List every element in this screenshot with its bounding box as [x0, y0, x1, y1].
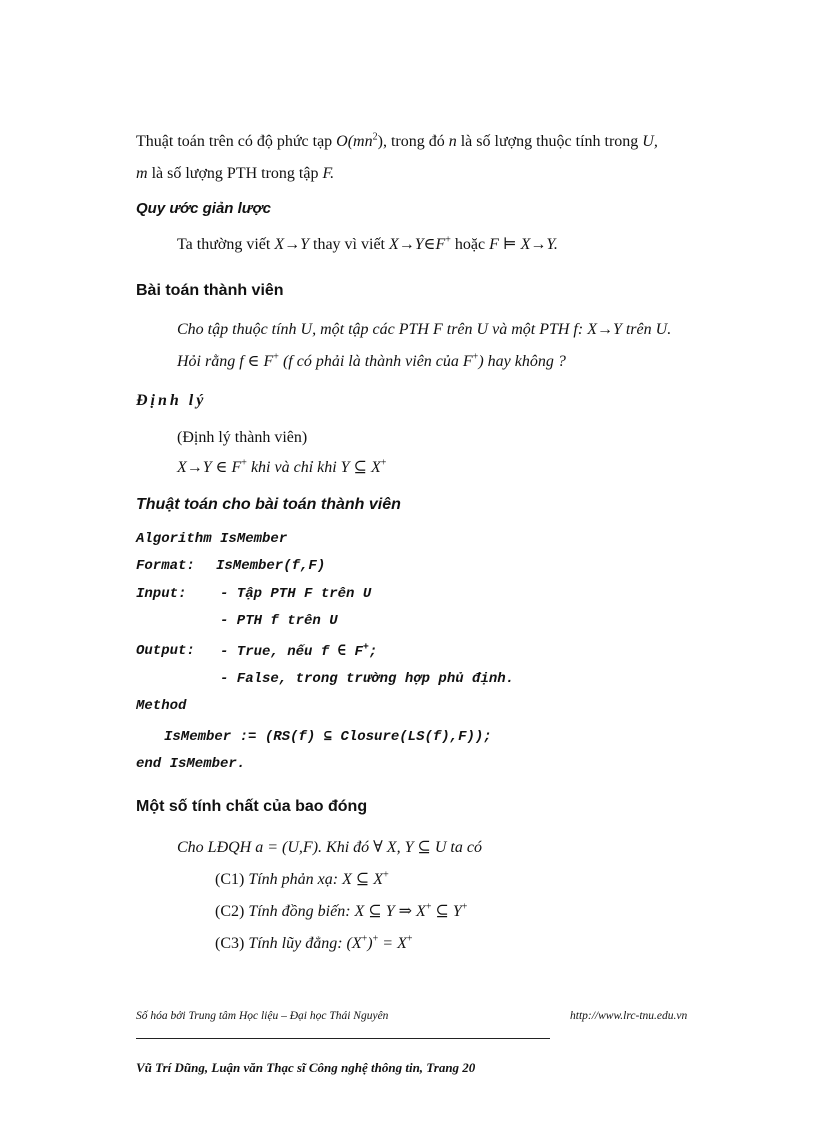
c1-expr: : X ⊆ X	[332, 871, 384, 888]
c3-expr: )	[367, 935, 373, 952]
superscript: +	[445, 234, 451, 246]
output-value-1	[220, 643, 377, 660]
member-problem-text: (f có phải là thành viên của F	[278, 353, 473, 370]
intro-line-2	[136, 164, 334, 184]
output-value-2: - False, trong trường hợp phủ định.	[220, 671, 515, 687]
intro-text: là số lượng PTH trong tập	[151, 165, 319, 182]
var-n: n	[448, 133, 457, 150]
closure-intro	[177, 838, 482, 858]
var-m: m	[136, 165, 148, 182]
theorem-expr: X→Y ∈ F	[177, 459, 242, 476]
convention-text: thay vì viết	[313, 236, 385, 253]
closure-c2	[215, 902, 467, 922]
algorithm-heading: Thuật toán cho bài toán thành viên	[136, 496, 401, 513]
superscript: +	[406, 933, 413, 945]
theorem-heading: Định lý	[136, 392, 207, 409]
member-problem-heading: Bài toán thành viên	[136, 282, 284, 299]
output-label: Output:	[136, 643, 195, 659]
superscript: +	[380, 457, 387, 469]
c3-expr: : (X	[337, 935, 362, 952]
superscript: +	[372, 933, 379, 945]
intro-text: là số lượng thuộc tính trong	[460, 133, 639, 150]
closure-c1	[215, 870, 389, 890]
theorem-name: (Định lý thành viên)	[177, 429, 308, 446]
complexity-exponent: 2	[372, 131, 378, 143]
c1-label: (C1)	[215, 871, 245, 888]
intro-text: , trong đó	[382, 133, 445, 150]
member-problem-text: ) hay không ?	[478, 353, 566, 370]
c3-name: Tính lũy đẳng	[248, 935, 338, 952]
superscript: +	[461, 901, 468, 913]
algorithm-title: Algorithm IsMember	[136, 531, 288, 547]
input-value-2: - PTH f trên U	[220, 613, 338, 629]
footer-divider	[136, 1038, 550, 1039]
superscript: +	[361, 933, 368, 945]
input-value-1: - Tập PTH F trên U	[220, 586, 372, 602]
member-problem-text: Hỏi rằng f ∈ F	[177, 353, 274, 370]
output-text: - True, nếu f ∈ F	[220, 644, 363, 660]
convention-text: Ta thường viết	[177, 236, 271, 253]
member-problem-line-1	[177, 320, 671, 340]
member-problem-text: Cho tập thuộc tính U, một tập các PTH F trên U và một PTH f: X→Y trên U.	[177, 321, 672, 338]
c1-name: Tính phản xạ	[248, 871, 333, 888]
c2-expr: ⊆ Y	[431, 903, 462, 920]
superscript: +	[362, 642, 369, 654]
method-label: Method	[136, 698, 187, 714]
footer-bottom: Vũ Trí Dũng, Luận văn Thạc sĩ Công nghệ thông tin, Trang 20	[136, 1060, 476, 1075]
intro-line-1	[136, 132, 658, 152]
convention-line	[177, 235, 558, 255]
closure-heading: Một số tính chất của bao đóng	[136, 798, 368, 815]
convention-expr: X→Y∈F	[388, 236, 446, 253]
var-u: U,	[642, 133, 658, 150]
superscript: +	[472, 351, 479, 363]
format-label: Format:	[136, 558, 195, 574]
var-f: F.	[322, 165, 335, 182]
theorem-statement	[177, 458, 386, 478]
complexity-close: )	[377, 133, 383, 150]
c2-name: Tính đồng biến	[248, 903, 346, 920]
c2-expr: : X ⊆ Y ⇒ X	[345, 903, 426, 920]
closure-intro-text: Cho LĐQH a = (U,F). Khi đó ∀ X, Y ⊆ U ta có	[177, 839, 482, 856]
input-label: Input:	[136, 586, 187, 602]
footer-left: Số hóa bởi Trung tâm Học liệu – Đại học Thái Nguyên	[136, 1010, 389, 1022]
intro-text: Thuật toán trên có độ phức tạp	[136, 133, 333, 150]
theorem-expr: khi và chỉ khi Y ⊆ X	[246, 459, 381, 476]
complexity-expr: O(mn	[336, 133, 373, 150]
footer-link[interactable]: http://www.lrc-tnu.edu.vn	[570, 1010, 688, 1022]
superscript: +	[273, 351, 279, 363]
c3-expr: = X	[378, 935, 407, 952]
member-problem-line-2	[177, 352, 566, 372]
c2-label: (C2)	[215, 903, 245, 920]
closure-c3	[215, 934, 412, 954]
convention-text: hoặc	[454, 236, 486, 253]
superscript: +	[383, 869, 389, 881]
method-body: IsMember := (RS(f) ⊆ Closure(LS(f),F));	[164, 729, 492, 745]
c3-label: (C3)	[215, 935, 245, 952]
algorithm-end: end IsMember.	[136, 756, 246, 772]
output-text: ;	[368, 644, 378, 660]
superscript: +	[241, 457, 247, 469]
convention-expr: F ⊨ X→Y.	[489, 236, 558, 253]
superscript: +	[425, 901, 432, 913]
convention-expr: X→Y	[274, 236, 309, 253]
convention-heading: Quy ước giản lược	[136, 200, 271, 217]
format-value: IsMember(f,F)	[216, 558, 326, 574]
